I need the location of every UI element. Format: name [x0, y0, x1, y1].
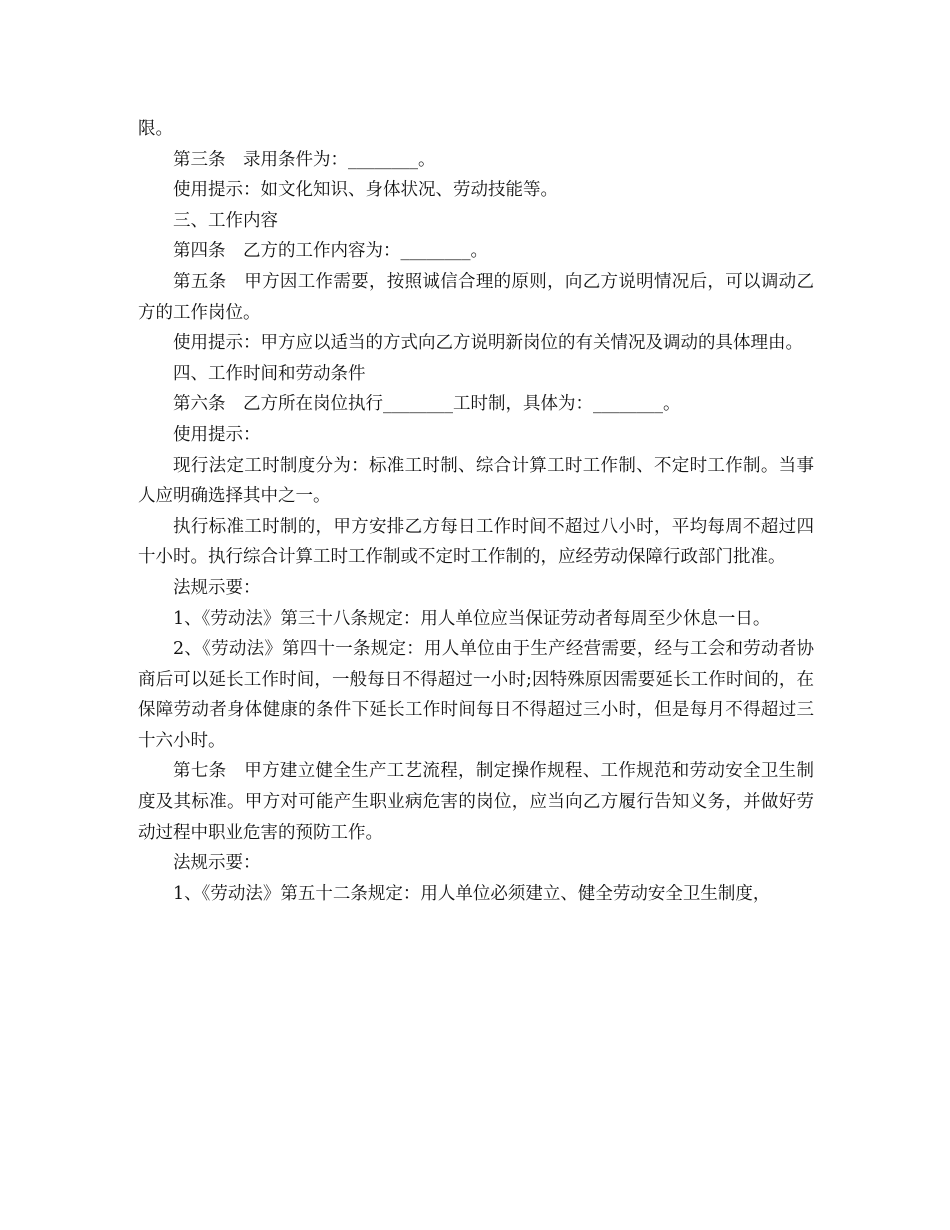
- section-heading-work-content: 三、工作内容: [173, 210, 278, 231]
- paragraph-article-3: 第三条 录用条件为：________。: [173, 149, 436, 170]
- paragraph-article-4: 第四条 乙方的工作内容为：________。: [173, 241, 488, 262]
- paragraph-article-6: 第六条 乙方所在岗位执行________工时制，具体为：________。: [173, 394, 681, 415]
- paragraph-article-5: 第五条 甲方因工作需要，按照诚信合理的原则，向乙方说明情况后，可以调动乙方的工作岗位。: [138, 271, 814, 323]
- paragraph-usage-tip: 使用提示：甲方应以适当的方式向乙方说明新岗位的有关情况及调动的具体理由。: [173, 333, 803, 354]
- paragraph-regulation-item: 2、《劳动法》第四十一条规定：用人单位由于生产经营需要，经与工会和劳动者协商后可以延长工作时间，一般每日不得超过一小时;因特殊原因需要延长工作时间的，在保障劳动者身体健康的条件下延长工作时间每日不得超过三小时，但是每月不得超过三十六小时。: [138, 639, 814, 751]
- paragraph-regulation-item: 1、《劳动法》第三十八条规定：用人单位应当保证劳动者每周至少休息一日。: [173, 608, 771, 629]
- paragraph-regulation-note: 法规示要：: [173, 577, 261, 598]
- paragraph-article-7: 第七条 甲方建立健全生产工艺流程，制定操作规程、工作规范和劳动安全卫生制度及其标准。甲方对可能产生职业病危害的岗位，应当向乙方履行告知义务，并做好劳动过程中职业危害的预防工作。: [138, 761, 814, 843]
- paragraph: 限。: [138, 119, 173, 139]
- paragraph-usage-tip: 使用提示：: [173, 424, 261, 445]
- paragraph-regulation-item: 1、《劳动法》第五十二条规定：用人单位必须建立、健全劳动安全卫生制度，: [173, 883, 771, 904]
- paragraph: 执行标准工时制的，甲方安排乙方每日工作时间不超过八小时，平均每周不超过四十小时。执行综合计算工时工作制或不定时工作制的，应经劳动保障行政部门批准。: [138, 516, 814, 568]
- section-heading-work-hours: 四、工作时间和劳动条件: [173, 363, 366, 384]
- paragraph-regulation-note: 法规示要：: [173, 853, 261, 874]
- document-body: [138, 114, 814, 909]
- paragraph-usage-tip: 使用提示：如文化知识、身体状况、劳动技能等。: [173, 180, 558, 201]
- paragraph: 现行法定工时制度分为：标准工时制、综合计算工时工作制、不定时工作制。当事人应明确选择其中之一。: [138, 455, 814, 507]
